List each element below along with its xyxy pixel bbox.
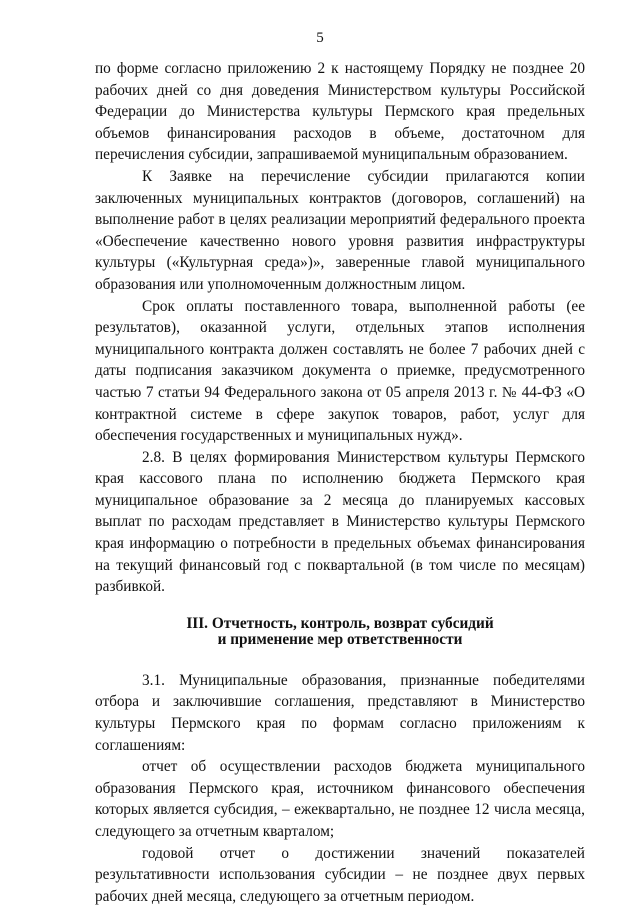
- paragraph-3-1: 3.1. Муниципальные образования, признанные победителями отбора и заключившие соглашения, представляют в Министерство культуры Пермского края по формам согласно приложениям к соглашениям:: [95, 671, 585, 754]
- page-number: 5: [316, 30, 324, 46]
- paragraph-attachments: К Заявке на перечисление субсидии прилагаются копии заключенных муниципальных контрактов (договоров, соглашений) на выполнение работ в целях реализации мероприятий федерального проекта «Обеспечение качественно нового уровня развития инфраструктуры культуры («Культурная среда»)», заверенные главой муниципального образования или уполномоченным должностным лицом.: [95, 167, 585, 293]
- paragraph-quarterly-report: отчет об осуществлении расходов бюджета муниципального образования Пермского края, источником финансового обеспечения которых является субсидия, – ежеквартально, не позднее 12 числа месяца, следующего за отчетным кварталом;: [95, 758, 585, 840]
- paragraph-continuation: по форме согласно приложению 2 к настоящему Порядку не позднее 20 рабочих дней со дня доведения Министерством культуры Российской Федерации до Министерства культуры Пермского края предельных объемов финансирования расходов в объеме, достаточном для перечисления субсидии, запрашиваемой муниципальным образованием.: [95, 60, 585, 164]
- section-heading: [95, 616, 585, 648]
- document-body: [95, 58, 585, 907]
- paragraph-annual-report: годовой отчет о достижении значений показателей результативности использования субсидии – не позднее двух первых рабочих дней месяца, следующего за отчетным периодом.: [95, 844, 585, 905]
- section-heading-line-2: и применение мер ответственности: [217, 630, 463, 648]
- section-heading-line-1: III. Отчетность, контроль, возврат субсидий: [186, 614, 494, 632]
- paragraph-2-8: 2.8. В целях формирования Министерством культуры Пермского края кассового плана по исполнению бюджета Пермского края муниципальное образование за 2 месяца до планируемых кассовых выплат по расходам представляет в Министерство культуры Пермского края информацию о потребности в предельных объемах финансирования на текущий финансовый год с поквартальной (в том числе по месяцам) разбивкой.: [95, 448, 585, 596]
- paragraph-payment-term: Срок оплаты поставленного товара, выполненной работы (ее результатов), оказанной услуги, отдельных этапов исполнения муниципального контракта должен составлять не более 7 рабочих дней с даты подписания заказчиком документа о приемке, предусмотренного частью 7 статьи 94 Федерального закона от 05 апреля 2013 г. № 44-ФЗ «О контрактной системе в сфере закупок товаров, работ, услуг для обеспечения государственных и муниципальных нужд».: [95, 297, 585, 445]
